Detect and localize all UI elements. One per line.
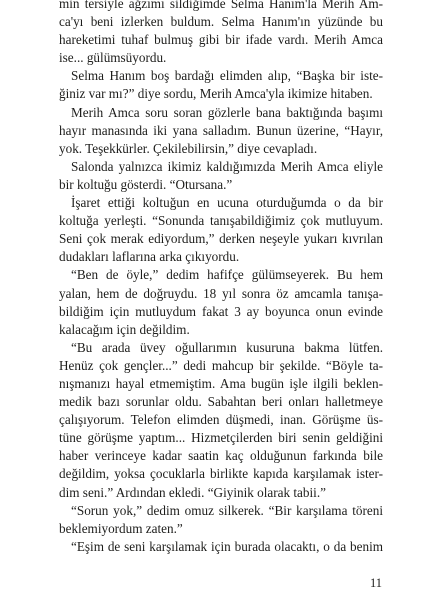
text-line: “Bu arada üvey oğullarımın kusuruna bakma lütfen. xyxy=(71,339,383,355)
text-line: yok. Teşekkürler. Çekilebilirsin,” diye cevapladı. xyxy=(59,140,318,156)
text-line: Seni çok merak ediyordum,” derken neşeyle yukarı kıvrılan xyxy=(59,231,383,247)
text-line: tüne görüşme yaptım... Hizmetçilerden biri senin geldiğini xyxy=(59,430,383,446)
text-line: haber verinceye kadar saatin kaç olduğunun farkında bile xyxy=(59,448,383,464)
text-line: hareketimi tuhaf bulmuş gibi bir ifade vardı. Merih Amca xyxy=(59,32,383,48)
text-line: kalacağım için değildim. xyxy=(59,321,190,337)
text-line: min tersiyle ağzımı sildiğimde Selma Hanım'la Merih Am- xyxy=(59,0,383,11)
text-line: Merih Amca soru soran gözlerle bana baktığında başımı xyxy=(71,104,383,120)
text-line: Selma Hanım boş bardağı elimden alıp, “Başka bir iste- xyxy=(71,68,383,84)
text-line: dim seni.” Ardından ekledi. “Giyinik olarak tabii.” xyxy=(59,484,326,500)
text-line: ca'yı beni izlerken buldum. Selma Hanım'ın yüzünde bu xyxy=(59,14,383,30)
text-line: ğiniz var mı?” diye sordu, Merih Amca'yla ikimize hitaben. xyxy=(59,86,373,102)
text-line: yalan, hem de doğruydu. 18 yıl sonra öz amcamla tanışa- xyxy=(59,285,383,301)
text-line: Salonda yalnızca ikimiz kaldığımızda Merih Amca eliyle xyxy=(71,158,383,174)
text-line: hayır manasında iki yana salladım. Bunun üzerine, “Hayır, xyxy=(59,122,383,138)
text-line: bildiğim için mutluydum fakat 3 ay boyunca onun evinde xyxy=(59,303,383,319)
text-line: değildim, yoksa çocuklarla birlikte kapıda karşılamak ister- xyxy=(59,466,383,482)
text-line: nışmanızı hayal etmemiştim. Ama bugün işle ilgili beklen- xyxy=(59,375,383,391)
text-line: İşaret ettiği koltuğun en ucuna oturduğumda o da bir xyxy=(71,195,383,211)
text-line: Henüz çok gençler...” dedi mahcup bir şekilde. “Böyle ta- xyxy=(59,357,383,373)
body-text xyxy=(59,0,383,556)
text-line: bir koltuğu gösterdi. “Otursana.” xyxy=(59,176,233,192)
text-line: dudakları laflarına arka çıkıyordu. xyxy=(59,249,240,265)
text-line: “Ben de öyle,” dedim hafifçe gülümseyerek. Bu hem xyxy=(71,267,383,283)
text-line: koltuğa yerleşti. “Sonunda tanışabildiğimiz çok mutluyum. xyxy=(59,213,383,229)
text-line: çalışıyorum. Telefon elimden düşmedi, inan. Görüşme üs- xyxy=(59,412,383,428)
text-line: “Eşim de seni karşılamak için burada olacaktı, o da benim xyxy=(71,538,383,554)
text-line: beklemiyordum zaten.” xyxy=(59,520,183,536)
text-line: “Sorun yok,” dedim omuz silkerek. “Bir karşılama töreni xyxy=(71,502,383,518)
page-number: 11 xyxy=(369,576,382,590)
text-line: ise... gülümsüyordu. xyxy=(59,50,167,66)
text-line: medik bazı sorunlar oldu. Sabahtan beri onları halletmeye xyxy=(59,394,383,410)
